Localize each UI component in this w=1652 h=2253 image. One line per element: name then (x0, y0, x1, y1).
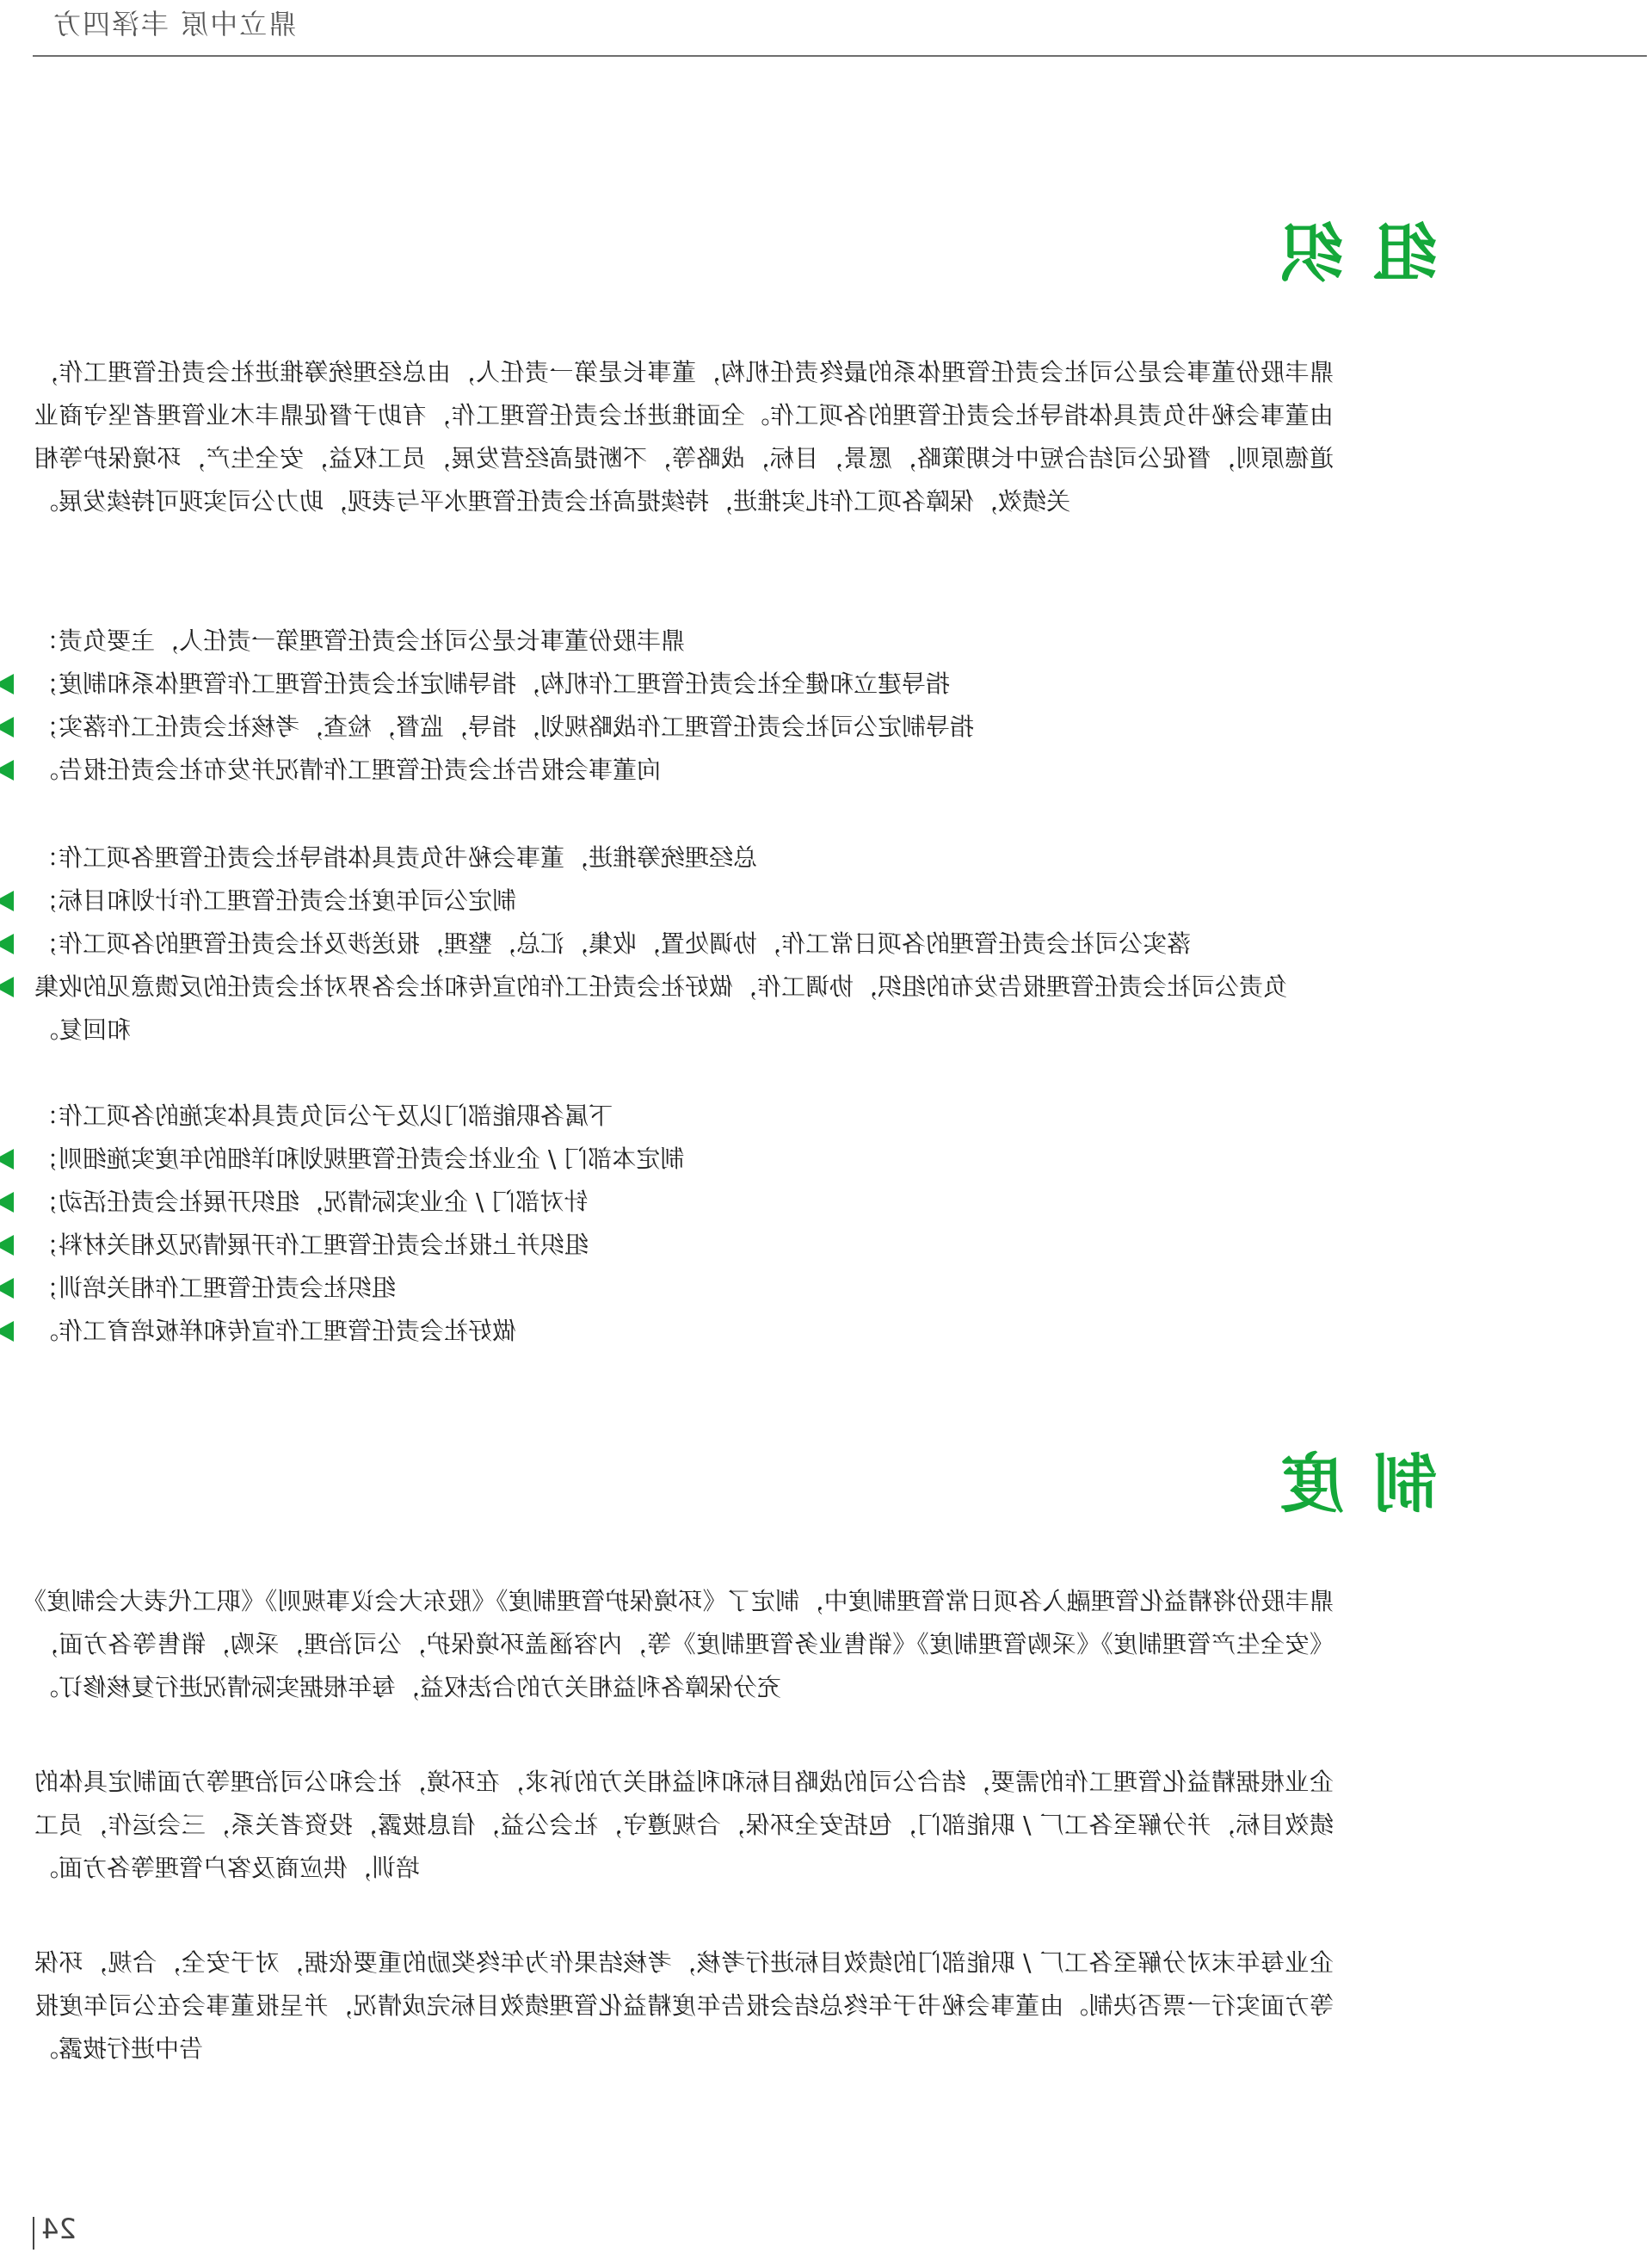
chairman-duties-list (34, 663, 1287, 792)
list-item: 负责公司社会责任管理报告发布的组织，协调工作，做好社会责任工作的宣传和社会各界对社会责任的反馈意见的收集和回复。 (34, 966, 1287, 1052)
system-paragraph-1: 鼎丰股份将精益化管理融入各项日常管理制度中，制定了《环境保护管理制度》《股东大会议事规则》《职工代表大会制度》《安全生产管理制度》《采购管理制度》《销售业务管理制度》等，内容涵盖环境保护，公司治理，采购，销售等各方面，充分保障各利益相关方的合法权益，每年根据实际情况进行复核修订。 (34, 1587, 1334, 1701)
list-item: 针对部门 / 企业实际情况，组织开展社会责任活动； (34, 1181, 1287, 1224)
header-slogan: 鼎立中原 丰泽四方 (52, 8, 297, 40)
list-item: 指导建立和健全社会责任管理工作机构，指导制定社会责任管理工作管理体系和制度； (34, 663, 1287, 706)
arrow-bullet-icon (0, 674, 14, 694)
organization-intro-paragraph: 鼎丰股份董事会是公司社会责任管理体系的最终责任机构，董事长是第一责任人，由总经理统筹推进社会责任管理工作，由董事会秘书负责具体指导社会责任管理的各项工作。全面推进社会责任管理工作，有助于督促鼎丰木业管理者坚守商业道德原则，督促公司结合短中长期策略，愿景，目标，战略等，不断提高经营发展，员工权益，安全生产，环境保护等相关绩效，保障各项工作扎实推进，持续提高社会责任管理水平与表现，助力公司实现可持续发展。 (34, 358, 1334, 515)
system-paragraph-2: 企业根据精益化管理工作的需要，结合公司的战略目标和利益相关方的诉求，在环境，社会和公司治理等方面制定具体的绩效目标，并分解至各工厂 / 职能部门，包括安全环保，合规遵守，社会公益，信息披露，投资者关系，三会运作，员工培训，供应商及客户管理等各方面。 (34, 1768, 1334, 1882)
list-item: 落实公司社会责任管理的各项日常工作，协调处置，收集，汇总，整理，报送涉及社会责任管理的各项工作； (34, 923, 1287, 966)
list-item: 组织社会责任管理工作相关培训； (34, 1267, 1287, 1310)
list-item: 指导制定公司社会责任管理工作战略规划，指导，监督，检查，考核社会责任工作落实； (34, 706, 1287, 749)
system-paragraph-3: 企业每年末对分解至各工厂 / 职能部门的绩效目标进行考核，考核结果作为年终奖励的重要依据，对于安全，合规，环保等方面实行一票否决制。由董事会秘书于年终总结会报告年度精益化管理绩效目标完成情况，并呈报董事会在公司年度报告中进行披露。 (34, 1948, 1334, 2063)
list-item: 制定本部门 / 企业社会责任管理规划和详细的年度实施细则； (34, 1138, 1287, 1181)
general-manager-duties-list (34, 880, 1287, 966)
arrow-bullet-icon (0, 760, 14, 781)
arrow-bullet-icon (0, 1192, 14, 1213)
footer-divider (33, 2217, 34, 2250)
arrow-bullet-icon (0, 1278, 14, 1299)
list-item: 向董事会报告社会责任管理工作情况并发布社会责任报告。 (34, 749, 1287, 792)
section-title-organization: 组织 (1251, 217, 1437, 291)
departments-duties-lead: 下属各职能部门以及子公司负责具体实施的各项工作： (34, 1102, 613, 1130)
general-manager-duties-lead: 总经理统筹推进，董事会秘书负责具体指导社会责任管理各项工作： (34, 843, 758, 872)
arrow-bullet-icon (0, 1321, 14, 1342)
header-divider (33, 55, 1647, 57)
arrow-bullet-icon (0, 977, 14, 997)
list-item: 组织并上报社会责任管理工作开展情况及相关材料； (34, 1224, 1287, 1267)
page-number: 24 (41, 2213, 77, 2245)
arrow-bullet-icon (0, 891, 14, 911)
departments-duties-list (34, 1138, 1287, 1353)
section-title-system: 制度 (1251, 1447, 1437, 1522)
arrow-bullet-icon (0, 717, 14, 738)
general-manager-duties-list-last (34, 966, 1287, 1052)
list-item: 做好社会责任管理工作宣传和样板培育工作。 (34, 1310, 1287, 1353)
arrow-bullet-icon (0, 934, 14, 954)
arrow-bullet-icon (0, 1149, 14, 1170)
arrow-bullet-icon (0, 1235, 14, 1256)
chairman-duties-lead: 鼎丰股份董事长是公司社会责任管理第一责任人，主要负责： (34, 627, 686, 655)
list-item: 制定公司年度社会责任管理工作计划和目标； (34, 880, 1287, 923)
